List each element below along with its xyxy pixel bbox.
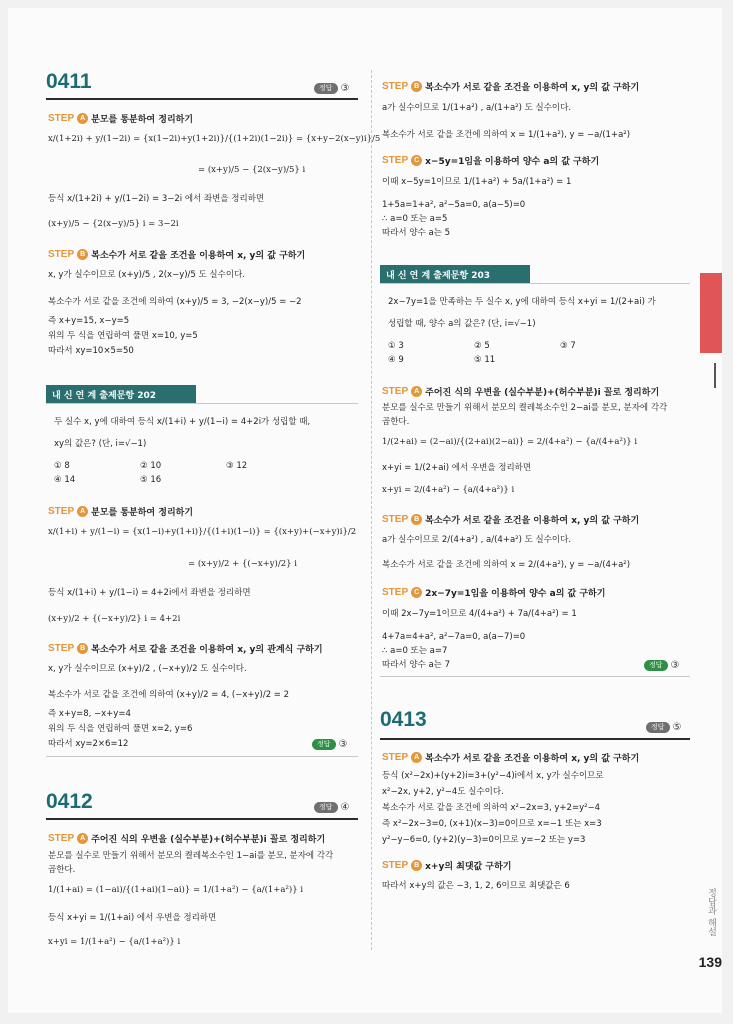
- text-line: 이때 x−5y=1이므로 1/(1+a²) + 5a/(1+a²) = 1: [382, 177, 572, 187]
- step-tag: STEP: [48, 506, 75, 517]
- choice-1: ① 3: [388, 341, 404, 351]
- math-line: x+yi = 1/(1+a²) − {a/(1+a²)} i: [48, 937, 181, 947]
- text-line: 등식 x/(1+i) + y/(1−i) = 4+2i에서 좌변을 정리하면: [48, 588, 251, 598]
- text-line: ∴ a=0 또는 a=5: [382, 214, 448, 224]
- step-title: x+y의 최댓값 구하기: [425, 862, 512, 872]
- step-tag: STEP: [48, 833, 75, 844]
- step-a-202: [48, 505, 193, 518]
- step-tag: STEP: [382, 81, 409, 92]
- text-line: 분모를 실수로 만들기 위해서 분모의 켤레복소수인 2−ai를 분모, 분자에 각각: [382, 403, 668, 413]
- answer-pill: 정답: [314, 83, 338, 94]
- text-line: 즉 x+y=8, −x+y=4: [48, 709, 131, 719]
- text-line: 곱한다.: [382, 417, 410, 427]
- choice-3: ③ 7: [560, 341, 576, 351]
- step-title: x−5y=1임을 이용하여 양수 a의 값 구하기: [425, 157, 600, 167]
- answer-value: ③: [338, 739, 348, 750]
- text-line: y²−y−6=0, (y+2)(y−3)=0이므로 y=−2 또는 y=3: [382, 835, 586, 845]
- math-line: 1/(2+ai) = (2−ai)/{(2+ai)(2−ai)} = 2/(4+a²) − {a/(4+a²)} i: [382, 437, 638, 447]
- choice-5: ⑤ 11: [474, 355, 496, 365]
- step-b-0413: [382, 859, 511, 872]
- side-running-title: 정답과 해설: [706, 888, 716, 936]
- text-line: 1+5a=1+a², a²−5a=0, a(a−5)=0: [382, 200, 526, 210]
- math-line: x+yi = 2/(4+a²) − {a/(4+a²)} i: [382, 485, 515, 495]
- question-line: 2x−7y=1을 만족하는 두 실수 x, y에 대하여 등식 x+yi = 1/(2+ai) 가: [388, 297, 656, 307]
- related-problem-box-203: [380, 283, 690, 284]
- text-line: x, y가 실수이므로 (x+y)/2 , (−x+y)/2 도 실수이다.: [48, 664, 247, 674]
- problem-number-0411: 0411: [46, 70, 92, 93]
- text-line: 위의 두 식을 연립하여 풀면 x=10, y=5: [48, 331, 198, 341]
- step-tag: STEP: [382, 155, 409, 166]
- math-line: 1/(1+ai) = (1−ai)/{(1+ai)(1−ai)} = 1/(1+a²) − {a/(1+a²)} i: [48, 885, 304, 895]
- text-line: 분모를 실수로 만들기 위해서 분모의 켤레복소수인 1−ai를 분모, 분자에 각각: [48, 851, 334, 861]
- step-tag: STEP: [382, 587, 409, 598]
- related-problem-box-end: [380, 676, 690, 677]
- chapter-side-tab: [700, 273, 722, 353]
- step-title: 주어진 식의 우변을 (실수부분)+(허수부분)i 꼴로 정리하기: [425, 388, 660, 398]
- text-line: 따라서 양수 a는 5: [382, 228, 450, 238]
- step-c-0412: [382, 154, 599, 167]
- text-line: 곱한다.: [48, 865, 76, 875]
- text-line: 등식 (x²−2x)+(y+2)i=3+(y²−4)i에서 x, y가 실수이므로: [382, 771, 604, 781]
- text-line: 이때 2x−7y=1이므로 4/(4+a²) + 7a/(4+a²) = 1: [382, 609, 577, 619]
- step-title: 복소수가 서로 같을 조건을 이용하여 x, y의 관계식 구하기: [91, 645, 323, 655]
- text-line: x²−2x, y+2, y²−4도 실수이다.: [382, 787, 504, 797]
- step-title: 복소수가 서로 같을 조건을 이용하여 x, y의 값 구하기: [91, 251, 306, 261]
- text-line: 즉 x+y=15, x−y=5: [48, 316, 130, 326]
- step-letter: B: [411, 81, 422, 92]
- problem-rule: [380, 738, 690, 740]
- problem-number-0412: 0412: [46, 790, 93, 813]
- step-b-203: [382, 513, 639, 526]
- answer-badge-203: [644, 660, 680, 671]
- step-title: 주어진 식의 우변을 (실수부분)+(허수부분)i 꼴로 정리하기: [91, 835, 326, 845]
- choice-1: ① 8: [54, 461, 70, 471]
- text-line: a가 실수이므로 1/(1+a²) , a/(1+a²) 도 실수이다.: [382, 103, 572, 113]
- text-line: 4+7a=4+a², a²−7a=0, a(a−7)=0: [382, 632, 526, 642]
- answer-value: ③: [340, 83, 350, 94]
- text-line: 따라서 xy=10×5=50: [48, 346, 134, 356]
- step-tag: STEP: [382, 514, 409, 525]
- math-line: x/(1+2i) + y/(1−2i) = {x(1−2i)+y(1+2i)}/{(1+2i)(1−2i)} = {x+y−2(x−y)i}/5: [48, 134, 381, 144]
- step-letter: B: [411, 860, 422, 871]
- step-letter: A: [411, 752, 422, 763]
- answer-value: ⑤: [672, 722, 682, 733]
- related-problem-header-202: [46, 385, 196, 403]
- related-problem-title: 내 신 연 계 출제문항 203: [386, 270, 491, 281]
- text-line: 복소수가 서로 같을 조건에 의하여 (x+y)/2 = 4, (−x+y)/2 = 2: [48, 690, 290, 700]
- math-line: (x+y)/5 − {2(x−y)/5} i = 3−2i: [48, 219, 179, 229]
- step-title: 분모를 통분하여 정리하기: [91, 115, 194, 125]
- math-line: = (x+y)/2 + {(−x+y)/2} i: [188, 559, 297, 569]
- text-line: 따라서 양수 a는 7: [382, 660, 450, 670]
- text-line: ∴ a=0 또는 a=7: [382, 646, 448, 656]
- text-line: 즉 x²−2x−3=0, (x+1)(x−3)=0이므로 x=−1 또는 x=3: [382, 819, 602, 829]
- text-line: 따라서 xy=2×6=12: [48, 739, 129, 749]
- page-number: 139: [698, 954, 722, 970]
- text-line: 등식 x+yi = 1/(1+ai) 에서 우변을 정리하면: [48, 913, 217, 923]
- choice-5: ⑤ 16: [140, 475, 162, 485]
- step-a-203: [382, 385, 659, 398]
- step-tag: STEP: [48, 113, 75, 124]
- answer-pill: 정답: [312, 739, 336, 750]
- problem-number-0413: 0413: [380, 708, 427, 731]
- step-tag: STEP: [382, 860, 409, 871]
- text-line: 복소수가 서로 같을 조건에 의하여 (x+y)/5 = 3, −2(x−y)/5 = −2: [48, 297, 302, 307]
- related-problem-box-end: [46, 756, 358, 757]
- step-a-0411: [48, 112, 193, 125]
- step-title: 복소수가 서로 같을 조건을 이용하여 x, y의 값 구하기: [425, 754, 640, 764]
- text-line: 따라서 x+y의 값은 −3, 1, 2, 6이므로 최댓값은 6: [382, 881, 570, 891]
- text-line: a가 실수이므로 2/(4+a²) , a/(4+a²) 도 실수이다.: [382, 535, 572, 545]
- step-letter: B: [77, 249, 88, 260]
- step-tag: STEP: [48, 643, 75, 654]
- text-line: 등식 x/(1+2i) + y/(1−2i) = 3−2i 에서 좌변을 정리하면: [48, 194, 265, 204]
- step-title: 복소수가 서로 같을 조건을 이용하여 x, y의 값 구하기: [425, 83, 640, 93]
- problem-rule: [46, 98, 358, 100]
- problem-rule: [46, 818, 358, 820]
- question-line: xy의 값은? (단, i=√−1): [54, 439, 147, 449]
- choice-2: ② 10: [140, 461, 162, 471]
- answer-badge-0412: [314, 802, 350, 813]
- text-line: 복소수가 서로 같을 조건에 의하여 x²−2x=3, y+2=y²−4: [382, 803, 601, 813]
- step-tag: STEP: [48, 249, 75, 260]
- choice-4: ④ 14: [54, 475, 76, 485]
- step-letter: A: [411, 386, 422, 397]
- step-title: 2x−7y=1임을 이용하여 양수 a의 값 구하기: [425, 589, 606, 599]
- answer-value: ③: [670, 660, 680, 671]
- answer-badge-0413: [646, 722, 682, 733]
- answer-value: ④: [340, 802, 350, 813]
- step-c-203: [382, 586, 605, 599]
- choice-3: ③ 12: [226, 461, 248, 471]
- step-a-0412: [48, 832, 325, 845]
- step-letter: A: [77, 113, 88, 124]
- side-tab-marker: [714, 363, 716, 388]
- related-problem-title: 내 신 연 계 출제문항 202: [52, 390, 157, 401]
- text-line: x+yi = 1/(2+ai) 에서 우변을 정리하면: [382, 463, 532, 473]
- text-line: x, y가 실수이므로 (x+y)/5 , 2(x−y)/5 도 실수이다.: [48, 270, 245, 280]
- answer-pill: 정답: [314, 802, 338, 813]
- page: [8, 8, 722, 1013]
- step-b-0411: [48, 248, 305, 261]
- step-b-202: [48, 642, 323, 655]
- question-line: 성립할 때, 양수 a의 값은? (단, i=√−1): [388, 319, 536, 329]
- step-title: 복소수가 서로 같을 조건을 이용하여 x, y의 값 구하기: [425, 516, 640, 526]
- step-tag: STEP: [382, 752, 409, 763]
- related-problem-box-202: [46, 403, 358, 404]
- step-letter: C: [411, 587, 422, 598]
- step-letter: A: [77, 506, 88, 517]
- step-a-0413: [382, 751, 639, 764]
- column-divider: [371, 70, 372, 950]
- answer-badge-0411: [314, 83, 350, 94]
- text-line: 복소수가 서로 같을 조건에 의하여 x = 2/(4+a²), y = −a/(4+a²): [382, 560, 631, 570]
- answer-badge-202: [312, 739, 348, 750]
- step-title: 분모를 통분하여 정리하기: [91, 508, 194, 518]
- step-letter: B: [411, 514, 422, 525]
- answer-pill: 정답: [644, 660, 668, 671]
- answer-pill: 정답: [646, 722, 670, 733]
- step-letter: C: [411, 155, 422, 166]
- text-line: 위의 두 식을 연립하여 풀면 x=2, y=6: [48, 724, 193, 734]
- text-line: 복소수가 서로 같을 조건에 의하여 x = 1/(1+a²), y = −a/(1+a²): [382, 130, 631, 140]
- question-line: 두 실수 x, y에 대하여 등식 x/(1+i) + y/(1−i) = 4+2i가 성립할 때,: [54, 417, 311, 427]
- step-letter: B: [77, 643, 88, 654]
- choice-2: ② 5: [474, 341, 490, 351]
- step-tag: STEP: [382, 386, 409, 397]
- step-letter: A: [77, 833, 88, 844]
- math-line: x/(1+i) + y/(1−i) = {x(1−i)+y(1+i)}/{(1+i)(1−i)} = {(x+y)+(−x+y)i}/2: [48, 527, 357, 537]
- math-line: = (x+y)/5 − {2(x−y)/5} i: [198, 165, 306, 175]
- choice-4: ④ 9: [388, 355, 404, 365]
- math-line: (x+y)/2 + {(−x+y)/2} i = 4+2i: [48, 614, 181, 624]
- step-b-0412: [382, 80, 639, 93]
- related-problem-header-203: [380, 265, 530, 283]
